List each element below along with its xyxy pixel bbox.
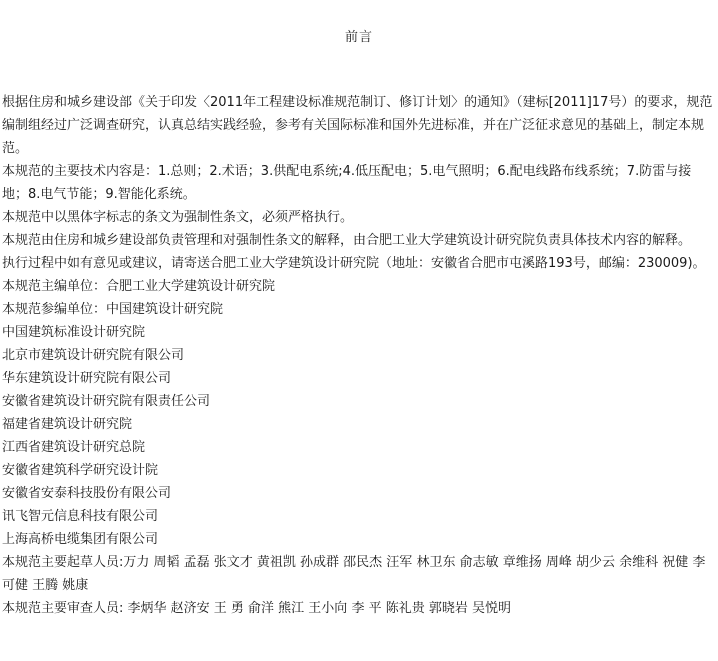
list-item-unit: 安徽省建筑设计研究院有限责任公司: [2, 394, 211, 409]
paragraph-drafters: 本规范主要起草人员:万力 周韬 孟磊 张文才 黄祖凯 孙成群 邵民杰 汪军 林卫东 俞志敏 章维扬 周峰 胡少云 余维科 祝健 李可健 王腾 姚康: [2, 555, 706, 593]
list-item-unit: 安徽省安泰科技股份有限公司: [2, 486, 172, 501]
list-item-unit: 安徽省建筑科学研究设计院: [2, 463, 159, 478]
paragraph-reviewers: 本规范主要审查人员: 李炳华 赵济安 王 勇 俞洋 熊江 王小向 李 平 陈礼贵 郭晓岩 吴悦明: [2, 601, 511, 616]
paragraph-feedback-address: 执行过程中如有意见或建议，请寄送合肥工业大学建筑设计研究院（地址：安徽省合肥市屯溪路193号，邮编：230009)。: [2, 256, 706, 271]
paragraph-management: 本规范由住房和城乡建设部负责管理和对强制性条文的解释，由合肥工业大学建筑设计研究院负责具体技术内容的解释。: [2, 233, 692, 248]
list-item-unit: 华东建筑设计研究院有限公司: [2, 371, 172, 386]
list-item-unit: 北京市建筑设计研究院有限公司: [2, 348, 185, 363]
paragraph-mandatory-clauses: 本规范中以黑体字标志的条文为强制性条文，必须严格执行。: [2, 210, 354, 225]
document-body: [2, 91, 714, 620]
list-item-unit: 福建省建筑设计研究院: [2, 417, 133, 432]
page-title: 前言: [344, 30, 373, 45]
paragraph-main-content: 本规范的主要技术内容是：1.总则；2.术语；3.供配电系统;4.低压配电；5.电气照明；6.配电线路布线系统；7.防雷与接地；8.电气节能；9.智能化系统。: [2, 164, 692, 202]
list-item-unit: 江西省建筑设计研究总院: [2, 440, 146, 455]
paragraph-participating-unit: 本规范参编单位：中国建筑设计研究院: [2, 302, 224, 317]
paragraph-basis: 根据住房和城乡建设部《关于印发〈2011年工程建设标准规范制订、修订计划〉的通知》（建标[2011]17号）的要求，规范编制组经过广泛调查研究，认真总结实践经验，参考有关国际标准和国外先进标准，并在广泛征求意见的基础上，制定本规范。: [2, 95, 713, 156]
list-item-unit: 上海高桥电缆集团有限公司: [2, 532, 159, 547]
list-item-unit: 中国建筑标准设计研究院: [2, 325, 146, 340]
paragraph-chief-editor-unit: 本规范主编单位：合肥工业大学建筑设计研究院: [2, 279, 276, 294]
list-item-unit: 讯飞智元信息科技有限公司: [2, 509, 159, 524]
